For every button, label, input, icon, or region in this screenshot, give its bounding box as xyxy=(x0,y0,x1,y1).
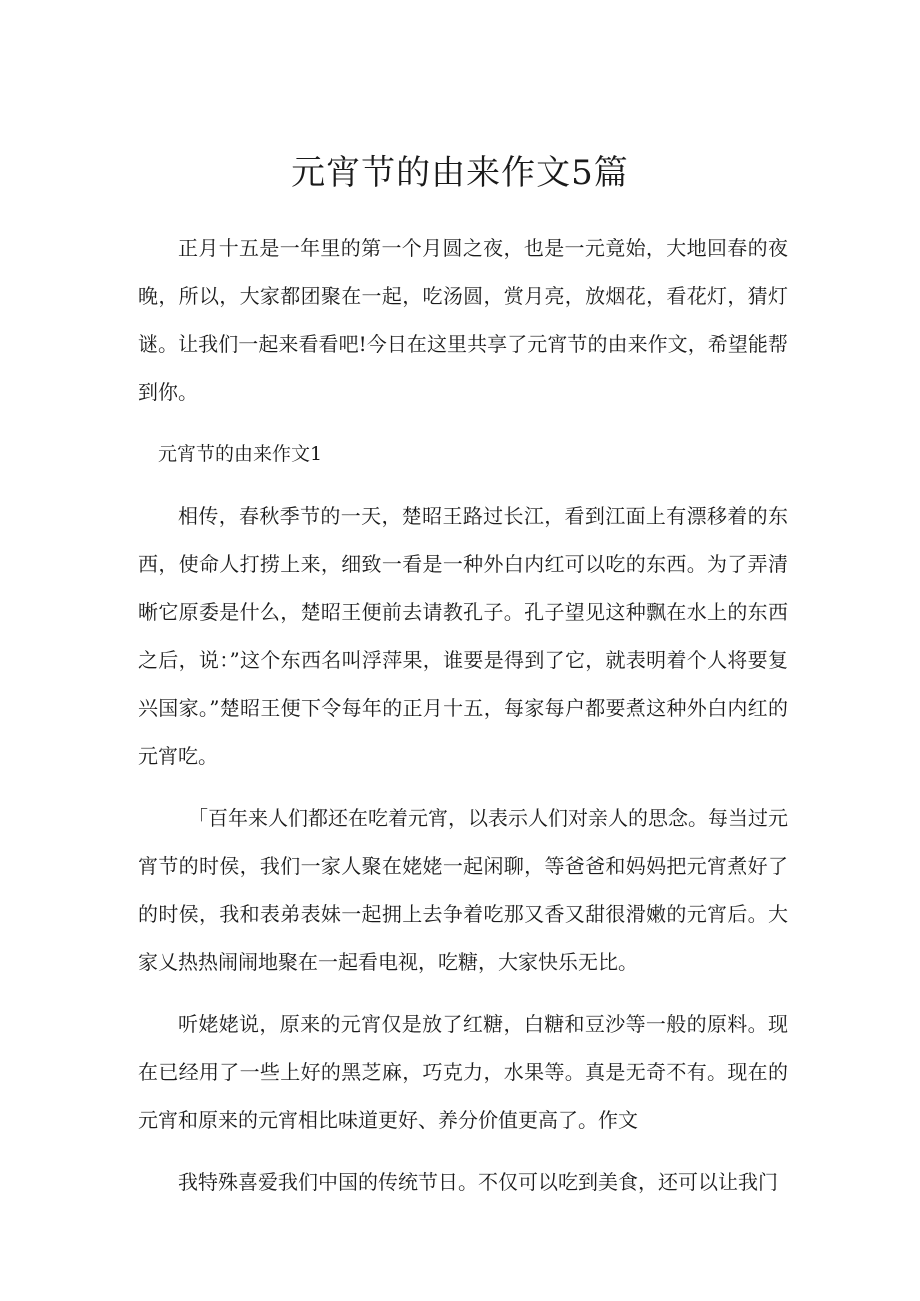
family-paragraph: 「百年来人们都还在吃着元宵，以表示人们对亲人的思念。每当过元宵节的时侯，我们一家人聚在姥姥一起闲聊，等爸爸和妈妈把元宵煮好了的时侯，我和表弟表妹一起拥上去争着吃那又香又甜很滑嫩的元宵后。大家乂热热闹闹地聚在一起看电视，吃糖，大家快乐无比。 xyxy=(138,806,788,974)
section-heading: 元宵节的由来作文1 xyxy=(158,443,323,465)
document-title: 元宵节的由来作文5篇 xyxy=(291,153,629,193)
legend-paragraph: 相传，春秋季节的一天，楚昭王路过长江，看到江面上有漂移着的东西，使命人打捞上来，细致一看是一种外白内红可以吃的东西。为了弄清晰它原委是什么，楚昭王便前去请教孔子。孔子望见这种飘在水上的东西之后，说：”这个东西名叫浮萍果，谁要是得到了它，就表明着个人将要复兴国家。”楚昭王便下令每年的正月十五，每家每户都要煮这种外白内红的元宵吃。 xyxy=(138,504,788,768)
intro-paragraph: 正月十五是一年里的第一个月圆之夜，也是一元竟始，大地回春的夜晚，所以，大家都团聚在一起，吃汤圆，赏月亮，放烟花，看花灯，猜灯谜。让我们一起来看看吧!今日在这里共享了元宵节的由来作文，希望能帮到你。 xyxy=(138,236,788,404)
document-body xyxy=(138,224,788,1220)
ingredients-paragraph: 听姥姥说，原来的元宵仅是放了红糖，白糖和豆沙等一般的原料。现在已经用了一些上好的黑芝麻，巧克力，水果等。真是无奇不有。现在的元宵和原来的元宵相比味道更好、养分价值更高了。作文 xyxy=(138,1012,788,1132)
closing-paragraph: 我特殊喜爱我们中国的传统节日。不仅可以吃到美食，还可以让我门 xyxy=(178,1170,778,1194)
